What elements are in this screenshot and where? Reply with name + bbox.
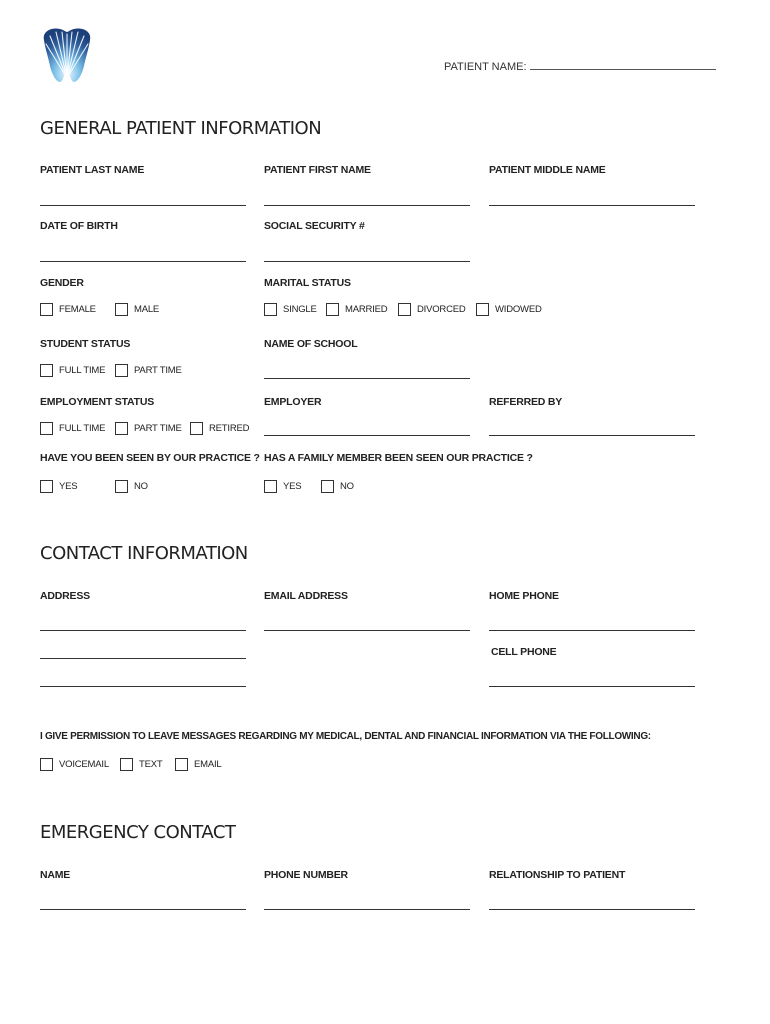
first-name-label: PATIENT FIRST NAME bbox=[264, 164, 371, 176]
checkbox-icon[interactable] bbox=[115, 364, 128, 377]
checkbox-icon[interactable] bbox=[40, 758, 53, 771]
permission-voicemail-checkbox[interactable]: VOICEMAIL bbox=[40, 758, 109, 771]
cell-phone-field[interactable] bbox=[489, 686, 695, 687]
patient-name-header bbox=[444, 60, 716, 73]
student-full-time-checkbox[interactable]: FULL TIME bbox=[40, 364, 105, 377]
student-part-time-checkbox[interactable]: PART TIME bbox=[115, 364, 182, 377]
permission-text-checkbox[interactable]: TEXT bbox=[120, 758, 162, 771]
contact-section-title: CONTACT INFORMATION bbox=[40, 543, 248, 564]
emergency-relationship-field[interactable] bbox=[489, 909, 695, 910]
checkbox-icon[interactable] bbox=[40, 422, 53, 435]
seen-by-practice-label: HAVE YOU BEEN SEEN BY OUR PRACTICE ? bbox=[40, 452, 260, 464]
checkbox-icon[interactable] bbox=[115, 480, 128, 493]
seen-yes-checkbox[interactable]: YES bbox=[40, 480, 77, 493]
tooth-logo-icon bbox=[38, 26, 96, 84]
home-phone-field[interactable] bbox=[489, 630, 695, 631]
checkbox-icon[interactable] bbox=[476, 303, 489, 316]
checkbox-icon[interactable] bbox=[264, 480, 277, 493]
middle-name-label: PATIENT MIDDLE NAME bbox=[489, 164, 606, 176]
emergency-section-title: EMERGENCY CONTACT bbox=[40, 822, 236, 843]
marital-divorced-checkbox[interactable]: DIVORCED bbox=[398, 303, 466, 316]
cell-phone-label: CELL PHONE bbox=[491, 646, 557, 658]
ssn-label: SOCIAL SECURITY # bbox=[264, 220, 365, 232]
middle-name-field[interactable] bbox=[489, 205, 695, 206]
emergency-relationship-label: RELATIONSHIP TO PATIENT bbox=[489, 869, 626, 881]
home-phone-label: HOME PHONE bbox=[489, 590, 559, 602]
family-seen-no-checkbox[interactable]: NO bbox=[321, 480, 354, 493]
general-section-title: GENERAL PATIENT INFORMATION bbox=[40, 118, 322, 139]
dob-label: DATE OF BIRTH bbox=[40, 220, 118, 232]
gender-label: GENDER bbox=[40, 277, 84, 289]
school-name-label: NAME OF SCHOOL bbox=[264, 338, 358, 350]
checkbox-icon[interactable] bbox=[40, 364, 53, 377]
employer-label: EMPLOYER bbox=[264, 396, 322, 408]
emergency-phone-field[interactable] bbox=[264, 909, 470, 910]
email-address-label: EMAIL ADDRESS bbox=[264, 590, 348, 602]
checkbox-icon[interactable] bbox=[115, 422, 128, 435]
gender-female-checkbox[interactable]: FEMALE bbox=[40, 303, 96, 316]
message-permission-text: I GIVE PERMISSION TO LEAVE MESSAGES REGARDING MY MEDICAL, DENTAL AND FINANCIAL INFORMATION VIA THE FOLLOWING: bbox=[40, 731, 651, 742]
checkbox-icon[interactable] bbox=[120, 758, 133, 771]
address-line-1-field[interactable] bbox=[40, 630, 246, 631]
ssn-field[interactable] bbox=[264, 261, 470, 262]
employer-field[interactable] bbox=[264, 435, 470, 436]
employment-retired-checkbox[interactable]: RETIRED bbox=[190, 422, 249, 435]
last-name-field[interactable] bbox=[40, 205, 246, 206]
school-name-field[interactable] bbox=[264, 378, 470, 379]
family-seen-label: HAS A FAMILY MEMBER BEEN SEEN OUR PRACTICE ? bbox=[264, 452, 533, 464]
checkbox-icon[interactable] bbox=[321, 480, 334, 493]
marital-married-checkbox[interactable]: MARRIED bbox=[326, 303, 387, 316]
patient-name-label: PATIENT NAME: bbox=[444, 61, 527, 73]
email-address-field[interactable] bbox=[264, 630, 470, 631]
checkbox-icon[interactable] bbox=[326, 303, 339, 316]
emergency-name-label: NAME bbox=[40, 869, 71, 881]
checkbox-icon[interactable] bbox=[115, 303, 128, 316]
address-line-3-field[interactable] bbox=[40, 686, 246, 687]
gender-male-checkbox[interactable]: MALE bbox=[115, 303, 159, 316]
emergency-phone-label: PHONE NUMBER bbox=[264, 869, 348, 881]
address-line-2-field[interactable] bbox=[40, 658, 246, 659]
address-label: ADDRESS bbox=[40, 590, 90, 602]
referred-by-field[interactable] bbox=[489, 435, 695, 436]
checkbox-icon[interactable] bbox=[40, 480, 53, 493]
last-name-label: PATIENT LAST NAME bbox=[40, 164, 145, 176]
employment-status-label: EMPLOYMENT STATUS bbox=[40, 396, 155, 408]
patient-name-field[interactable] bbox=[530, 60, 716, 70]
first-name-field[interactable] bbox=[264, 205, 470, 206]
checkbox-icon[interactable] bbox=[398, 303, 411, 316]
referred-by-label: REFERRED BY bbox=[489, 396, 563, 408]
checkbox-icon[interactable] bbox=[175, 758, 188, 771]
family-seen-yes-checkbox[interactable]: YES bbox=[264, 480, 301, 493]
marital-widowed-checkbox[interactable]: WIDOWED bbox=[476, 303, 542, 316]
dob-field[interactable] bbox=[40, 261, 246, 262]
checkbox-icon[interactable] bbox=[40, 303, 53, 316]
emergency-name-field[interactable] bbox=[40, 909, 246, 910]
seen-no-checkbox[interactable]: NO bbox=[115, 480, 148, 493]
permission-email-checkbox[interactable]: EMAIL bbox=[175, 758, 222, 771]
marital-single-checkbox[interactable]: SINGLE bbox=[264, 303, 317, 316]
checkbox-icon[interactable] bbox=[264, 303, 277, 316]
employment-part-time-checkbox[interactable]: PART TIME bbox=[115, 422, 182, 435]
student-status-label: STUDENT STATUS bbox=[40, 338, 131, 350]
checkbox-icon[interactable] bbox=[190, 422, 203, 435]
marital-status-label: MARITAL STATUS bbox=[264, 277, 351, 289]
employment-full-time-checkbox[interactable]: FULL TIME bbox=[40, 422, 105, 435]
